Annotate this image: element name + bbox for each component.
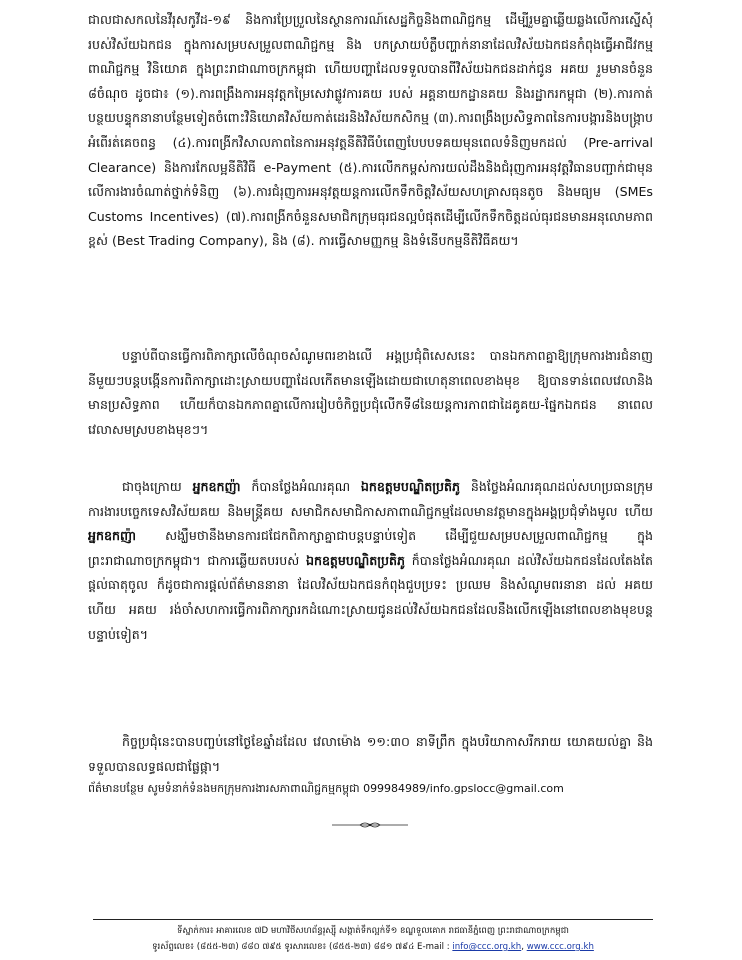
paragraph-3-text: សង្ឃឹមថានឹងមានការជជែកពិភាក្សាគ្នាជាបន្តបន្ទាប់ទៀត ដើម្បីជួយសម្របសម្រួលពាណិជ្ជកម្ម ក្នុងព្រះរាជាណាចក្រកម្ពុជា។ ជាការឆ្លើយតបរបស់ — [88, 528, 653, 568]
footer-address: ទីស្នាក់ការ៖ អាគារលេខ ៧D មហាវិថីសហព័ន្ធរុស្ស៊ី សង្កាត់ទឹកល្អក់ទី១ ខណ្ឌទួលគោក រាជធានីភ្នំពេញ ព្រះរាជាណាចក្រកម្ពុជា — [177, 926, 569, 936]
footer-divider — [93, 919, 653, 920]
body-paragraph-1: ជាលជាសកលនៃវីរុសកូវីដ-១៩ និងការប្រែប្រួលនៃស្ថានការណ៍សេដ្ឋកិច្ចនិងពាណិជ្ជកម្ម ដើម្បីរួមគ្នាឆ្លើយឆ្លងលើការស្នើសុំរបស់វិស័យឯកជន ក្នុងការសម្របសម្រួលពាណិជ្ជកម្ម និង បកស្រាយបំភ្លឺបញ្ហាក់នានាដែលវិស័យឯកជនកំពុងធ្វើអាជីវកម្ម ពាណិជ្ជកម្ម វិនិយោគ ក្នុងព្រះរាជាណាចក្រកម្ពុជា ហើយបញ្ហាដែលទទួលបានពីវិស័យឯកជនដាក់ជូន អគយ រួមមានចំនួន ៨ចំណុច ដូចជា៖ (១).ការពង្រឹងការអនុវត្តកម្រៃសេវាផ្លូវការគយ របស់ អគ្គនាយកដ្ឋានគយ និងរដ្ឋាករកម្ពុជា (២).ការកាត់បន្ថយបន្ទុកនានាបន្ថែមទៀតចំពោះវិនិយោគវិស័យកាត់ដេរនិងវិស័យកសិកម្ម (៣).ការពង្រឹងប្រសិទ្ធភាពនៃការបង្ការនិងបង្ក្រាបអំពើរត់គេចពន្ធ (៤).ការពង្រីកវិសាលភាពនៃការអនុវត្តនីតិវិធីបំពេញបែបបទគយមុនពេលទំនិញមកដល់ (Pre-arrival Clearance) និងការកែលម្អនីតិវិធី e-Payment (៥).ការលើកកម្ពស់ការយល់ដឹងនិងជំរុញការអនុវត្តវិធានបញ្ជាក់ជាមុនលើការងារចំណាត់ថ្នាក់ទំនិញ (៦).ការជំរុញការអនុវត្តយន្តការលើកទឹកចិត្តវិស័យសហគ្រាសធុនតូច និងមធ្យម (SMEs Customs Incentives) (៧).ការពង្រីកចំនួនសមាជិកក្រុមធុរជនល្អបំផុតដើម្បីលើកទឹកចិត្តដល់ធុរជនមានអនុលោមភាពខ្ពស់ (Best Trading Company), និង (៨). ការធ្វើសាមញ្ញកម្ម និងទំនើបកម្មនីតិវិធីគយ។ — [88, 12, 653, 249]
footer-phone: ទូរស័ព្ទលេខ៖ (៨៥៥-២៣) ៨៨០ ៧៩៥ ទូរសារលេខ៖ (៨៥៥-២៣) ៨៨១ ៧៩៤ E-mail : — [152, 942, 453, 952]
bold-title-oknha: អ្នកឧកញ៉ា — [88, 528, 136, 544]
paragraph-3-text: ក៏បានថ្លែងអំណរគុណ — [240, 479, 361, 494]
body-paragraph-2: បន្ទាប់ពីបានធ្វើការពិភាក្សាលើចំណុចសំណូមពរខាងលើ អង្គប្រជុំពិសេសនេះ បានឯកភាពគ្នាឱ្យក្រុមការងារជំនាញនីមួយៗបន្តបង្កើនការពិភាក្សាដោះស្រាយបញ្ហាដែលកើតមានឡើងដោយជាហេតុនាពេលខាងមុខ ឱ្យបានទាន់ពេលវេលានិងមានប្រសិទ្ធភាព ហើយក៏បានឯកភាពគ្នាលើការរៀបចំកិច្ចប្រជុំលើកទី៨នៃយន្តការភាពជាដៃគូគយ-ផ្នែកឯកជន នាពេលវេលាសមស្របខាងមុខៗ។ — [88, 348, 653, 437]
ornament-divider-icon — [330, 820, 410, 830]
contact-line: ព័ត៌មានបន្ថែម សូមទំនាក់ទំនងមកក្រុមការងារសភាពាណិជ្ជកម្មកម្ពុជា 099984989/info.gpslocc@gmail.com — [88, 782, 564, 795]
footer-separator: , — [521, 942, 527, 952]
paragraph-3-text: និងថ្លែងអំណរគុណដល់សហប្រធានក្រុមការងារបច្ចេកទេសវិស័យគយ និងមន្ត្រីគយ សមាជិកសមាជិកាសភាពាណិជ្ជកម្មដែលមានវត្តមានក្នុងអង្គប្រជុំទាំងមូល ហើយ — [88, 479, 653, 519]
bold-title-oknha: អ្នកឧកញ៉ា — [192, 479, 241, 494]
body-paragraph-4: កិច្ចប្រជុំនេះបានបញ្ចប់នៅថ្ងៃខែឆ្នាំដដែល វេលាម៉ោង ១១:៣០ នាទីព្រឹក ក្នុងបរិយាកាសរីករាយ យោគយល់គ្នា និងទទួលបានលទ្ធផលជាផ្លែផ្កា។ — [88, 734, 653, 774]
body-paragraph-3 — [88, 475, 653, 647]
bold-title-excellency: ឯកឧត្តមបណ្ឌិតប្រតិភូ — [360, 479, 460, 494]
paragraph-3-text: ក៏បានថ្លែងអំណរគុណ ដល់វិស័យឯកជនដែលតែងតែផ្ដល់ធាតុចូល ក៏ដូចជាការផ្ដល់ព័ត៌មាននានា ដែលវិស័យឯកជនកំពុងជួបប្រទះ ប្រឈម និងសំណូមពរនានា ដល់ អគយ ហើយ អគយ រង់ចាំសហការធ្វើការពិភាក្សារកដំណោះស្រាយជូនដល់វិស័យឯកជនដែលនឹងលើកឡើងនៅពេលខាងមុខបន្តបន្ទាប់ទៀត។ — [88, 552, 653, 642]
bold-title-excellency: ឯកឧត្តមបណ្ឌិតប្រតិភូ — [305, 552, 406, 568]
paragraph-3-text: ជាចុងក្រោយ — [122, 479, 193, 494]
footer-email-link[interactable]: info@ccc.org.kh — [452, 942, 522, 952]
footer-contact — [93, 940, 653, 954]
footer-website-link[interactable]: www.ccc.org.kh — [526, 942, 594, 952]
